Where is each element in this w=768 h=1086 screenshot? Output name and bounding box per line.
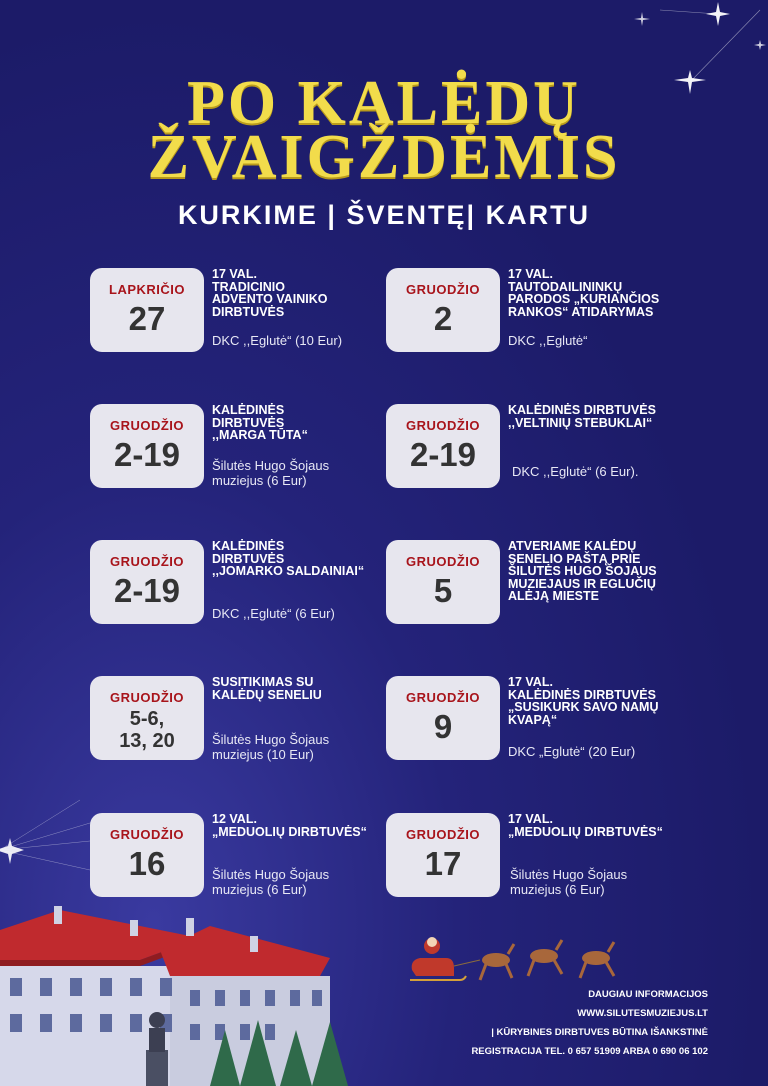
footer-info xyxy=(471,985,708,1061)
event-day: 2-19 xyxy=(113,572,181,609)
event-card xyxy=(90,404,390,494)
date-box xyxy=(386,676,500,760)
event-title: 17 VAL. KALĖDINĖS DIRBTUVĖS „SUSIKURK SAVO NAMŲ KVAPĄ“ xyxy=(508,675,659,727)
event-card xyxy=(386,676,686,766)
event-month: GRUODŽIO xyxy=(109,418,185,433)
event-place: Šilutės Hugo Šojaus muziejus (10 Eur) xyxy=(212,732,330,762)
date-box xyxy=(386,813,500,897)
page-title: ŽVAIGŽDĖMIS xyxy=(147,123,621,191)
date-box xyxy=(386,540,500,624)
event-title: KALĖDINĖS DIRBTUVĖS ,,VELTINIŲ STEBUKLAI“ xyxy=(508,403,656,430)
event-day: 5 xyxy=(433,572,453,609)
date-box xyxy=(90,676,204,760)
event-day: 9 xyxy=(433,708,453,745)
page-title: PO KALĖDŲ xyxy=(187,69,581,137)
event-month: GRUODŽIO xyxy=(405,554,481,569)
event-month: LAPKRIČIO xyxy=(109,282,185,297)
event-card xyxy=(90,540,390,630)
event-month: GRUODŽIO xyxy=(405,418,481,433)
event-title: KALĖDINĖS DIRBTUVĖS ,,JOMARKO SALDAINIAI“ xyxy=(212,539,365,578)
date-box xyxy=(386,404,500,488)
event-card xyxy=(386,813,686,903)
date-box xyxy=(90,404,204,488)
footer-phone: REGISTRACIJA TEL. 0 657 51909 ARBA 0 690 06 102 xyxy=(471,1046,708,1057)
event-month: GRUODŽIO xyxy=(109,554,185,569)
page-subtitle: KURKIME | ŠVENTĘ| KARTU xyxy=(177,200,591,230)
footer-registration-note: | KŪRYBINES DIRBTUVES BŪTINA IŠANKSTINĖ xyxy=(491,1027,708,1038)
date-box xyxy=(90,268,204,352)
footer-website-link[interactable]: WWW.SILUTESMUZIEJUS.LT xyxy=(577,1008,708,1019)
event-day: 16 xyxy=(128,845,166,882)
date-box xyxy=(386,268,500,352)
event-title: SUSITIKIMAS SU KALĖDŲ SENELIU xyxy=(212,675,322,702)
event-place: DKC ,,Eglutė“ (6 Eur) xyxy=(212,606,335,621)
event-place: DKC ,,Eglutė“ xyxy=(508,333,588,348)
event-title: 17 VAL. „MEDUOLIŲ DIRBTUVĖS“ xyxy=(508,812,663,839)
footer-more-info: DAUGIAU INFORMACIJOS xyxy=(588,989,708,1000)
event-card xyxy=(90,676,390,766)
event-title: 17 VAL. TAUTODAILININKŲ PARODOS „KURIANČIOS RANKOS“ ATIDARYMAS xyxy=(508,267,660,319)
event-month: GRUODŽIO xyxy=(405,282,481,297)
date-box xyxy=(90,813,204,897)
event-card xyxy=(90,268,390,358)
event-day: 5-6, 13, 20 xyxy=(119,708,175,752)
event-card xyxy=(386,404,686,494)
event-place: Šilutės Hugo Šojaus muziejus (6 Eur) xyxy=(212,458,330,488)
event-month: GRUODŽIO xyxy=(109,690,185,705)
event-day: 27 xyxy=(128,300,166,337)
museum-building-illustration xyxy=(0,900,360,1086)
santa-sleigh-illustration xyxy=(406,930,634,990)
event-card xyxy=(90,813,390,903)
event-title: ATVERIAME KALĖDŲ SENELIO PAŠTĄ PRIE ŠILUTĖS HUGO ŠOJAUS MUZIEJAUS IR EGLUČIŲ ALĖJĄ MIESTE xyxy=(508,539,657,603)
date-box xyxy=(90,540,204,624)
event-title: KALĖDINĖS DIRBTUVĖS ,,MARGA TŪTA“ xyxy=(212,403,308,442)
event-title: 12 VAL. „MEDUOLIŲ DIRBTUVĖS“ xyxy=(212,812,367,839)
event-card xyxy=(386,540,686,630)
event-place: DKC ,,Eglutė“ (6 Eur). xyxy=(512,464,639,479)
event-day: 2 xyxy=(433,300,453,337)
event-place: DKC „Eglutė“ (20 Eur) xyxy=(508,744,636,759)
event-month: GRUODŽIO xyxy=(405,690,481,705)
event-day: 17 xyxy=(424,845,462,882)
event-place: Šilutės Hugo Šojaus muziejus (6 Eur) xyxy=(510,867,628,897)
event-month: GRUODŽIO xyxy=(109,827,185,842)
event-place: DKC ,,Eglutė“ (10 Eur) xyxy=(212,333,343,348)
event-card xyxy=(386,268,686,358)
event-month: GRUODŽIO xyxy=(405,827,481,842)
event-day: 2-19 xyxy=(113,436,181,473)
event-day: 2-19 xyxy=(409,436,477,473)
event-place: Šilutės Hugo Šojaus muziejus (6 Eur) xyxy=(212,867,330,897)
event-title: 17 VAL. TRADICINIO ADVENTO VAINIKO DIRBTUVĖS xyxy=(212,267,328,319)
